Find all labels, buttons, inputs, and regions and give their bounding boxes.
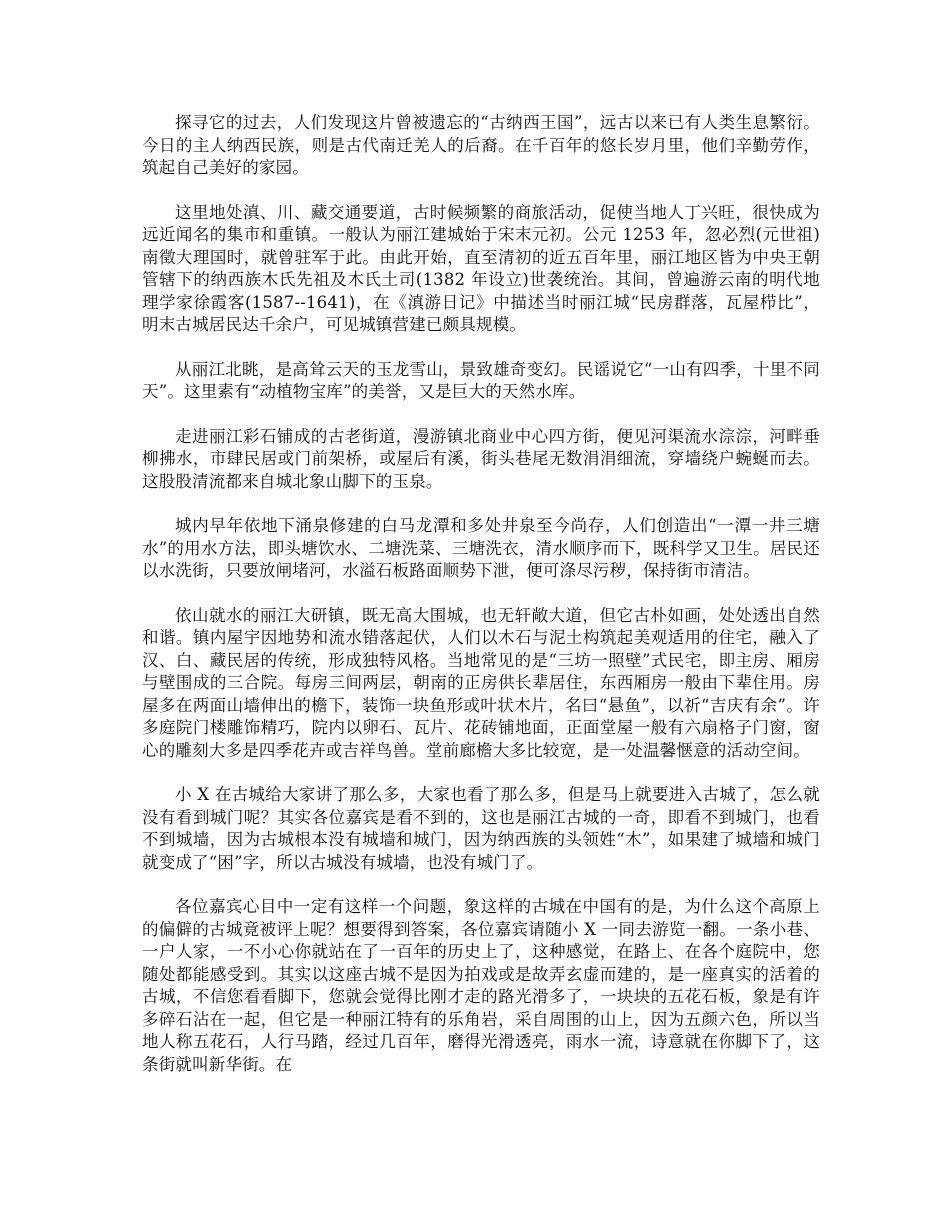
paragraph-history: 这里地处滇、川、藏交通要道，古时候频繁的商旅活动，促使当地人丁兴旺，很快成为远近闻名的集市和重镇。一般认为丽江建城始于宋末元初。公元 1253 年，忽必烈(元世祖)南徵大理国时，就曾驻军于此。由此开始，直至清初的近五百年里，丽江地区皆为中央王朝管辖下的纳西族木氏先祖及木氏土司(1382 年设立)世袭统治。其间，曾遍游云南的明代地理学家徐霞客(1587--1641)，在《滇游日记》中描述当时丽江城“民房群落，瓦屋栉比”，明末古城居民达千余户，可见城镇营建已颇具规模。 <box>142 202 820 334</box>
paragraph-old-streets: 走进丽江彩石铺成的古老街道，漫游镇北商业中心四方街，便见河渠流水淙淙，河畔垂柳拂水，市肆民居或门前架桥，或屋后有溪，街头巷尾无数涓涓细流，穿墙绕户蜿蜒而去。这股股清流都来自城北象山脚下的玉泉。 <box>142 426 820 491</box>
paragraph-tour-xinhua-street: 各位嘉宾心目中一定有这样一个问题，象这样的古城在中国有的是，为什么这个高原上的偏僻的古城竟被评上呢？想要得到答案，各位嘉宾请随小 X 一同去游览一翻。一条小巷、一户人家，一不小心你就站在了一百年的历史上了，这种感觉，在路上、在各个庭院中，您随处都能感受到。其实以这座古城不是因为拍戏或是故弄玄虚而建的，是一座真实的活着的古城，不信您看看脚下，您就会觉得比刚才走的路光滑多了，一块块的五花石板，象是有许多碎石沾在一起，但它是一种丽江特有的乐角岩，采自周围的山上，因为五颜六色，所以当地人称五花石，人行马踏，经过几百年，磨得光滑透亮，雨水一流，诗意就在你脚下了，这条街就叫新华街。在 <box>142 897 820 1074</box>
paragraph-no-city-wall: 小 X 在古城给大家讲了那么多，大家也看了那么多，但是马上就要进入古城了，怎么就没有看到城门呢？其实各位嘉宾是看不到的，这也是丽江古城的一奇，即看不到城门，也看不到城墙，因为古城根本没有城墙和城门，因为纳西族的头领姓“木”，如果建了城墙和城门就变成了“困”字，所以古城没有城墙，也没有城门了。 <box>142 785 820 872</box>
document-body <box>142 112 820 1098</box>
paragraph-yulong-snow-mountain: 从丽江北眺，是高耸云天的玉龙雪山，景致雄奇变幻。民谣说它“一山有四季，十里不同天”。这里素有“动植物宝库”的美誉，又是巨大的天然水库。 <box>142 359 820 401</box>
paragraph-water-system: 城内早年依地下涌泉修建的白马龙潭和多处井泉至今尚存，人们创造出“一潭一井三塘水”的用水方法，即头塘饮水、二塘洗菜、三塘洗衣，清水顺序而下，既科学又卫生。居民还以水洗街，只要放闸堵河，水溢石板路面顺势下泄，便可涤尽污秽，保持街市清洁。 <box>142 516 820 580</box>
paragraph-origins: 探寻它的过去，人们发现这片曾被遗忘的“古纳西王国”，远古以来已有人类生息繁衍。今日的主人纳西民族，则是古代南迁羌人的后裔。在千百年的悠长岁月里，他们辛勤劳作，筑起自己美好的家园。 <box>142 113 820 177</box>
paragraph-dayan-town-architecture: 依山就水的丽江大研镇，既无高大围城，也无轩敞大道，但它古朴如画，处处透出自然和谐。镇内屋宇因地势和流水错落起伏，人们以木石与泥土构筑起美观适用的住宅，融入了汉、白、藏民居的传统，形成独特风格。当地常见的是“三坊一照壁”式民宅，即主房、厢房与壁围成的三合院。每房三间两层，朝南的正房供长辈居住，东西厢房一般由下辈住用。房屋多在两面山墙伸出的檐下，装饰一块鱼形或叶状木片，名曰“悬鱼”，以祈“吉庆有余”。许多庭院门楼雕饰精巧，院内以卵石、瓦片、花砖铺地面，正面堂屋一般有六扇格子门窗，窗心的雕刻大多是四季花卉或吉祥鸟兽。堂前廊檐大多比较宽，是一处温馨惬意的活动空间。 <box>142 605 820 760</box>
